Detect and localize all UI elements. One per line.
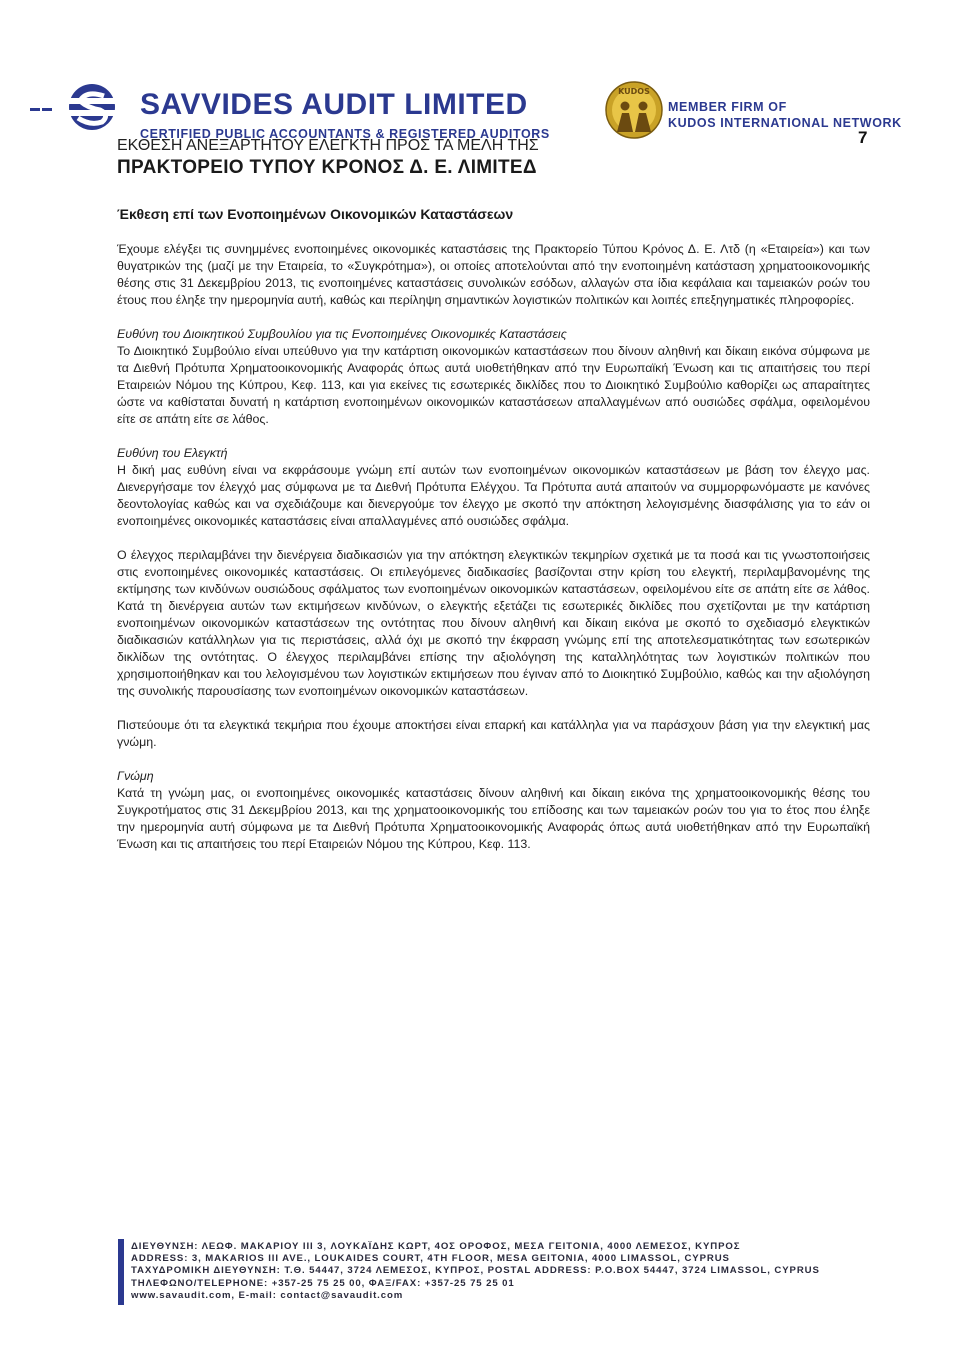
page-number: 7	[858, 128, 868, 147]
footer-accent-bar	[118, 1239, 124, 1305]
audit-procedures-paragraph: Ο έλεγχος περιλαμβάνει την διενέργεια διαδικασιών για την απόκτηση ελεγκτικών τεκμηρίων σχετικά με τα ποσά και τις γνωστοποιήσεις στις ενοποιημένες οικονομικές καταστάσεις. Οι επιλεγόμενες διαδικασίες βασίζονται στην κρίση του ελεγκτή, περιλαμβανομένης της εκτίμησης των κινδύνων ουσιώδους σφάλματος των ενοποιημένων οικονομικών καταστάσεων, οφειλομένου είτε σε απάτη είτε σε λάθος. Κατά τη διενέργεια αυτών των εκτιμήσεων κινδύνων, ο ελεγκτής εξετάζει τις εσωτερικές δικλίδες που σχετίζονται με την κατάρτιση ενοποιημένων οικονομικών καταστάσεων της οντότητας που δίνουν αληθινή και δίκαιη εικόνα με σκοπό το σχεδιασμό ελεγκτικών διαδικασιών κατάλληλων για τις περιστάσεις, αλλά όχι με σκοπό την έκφραση γνώμης επί της αποτελεσματικότητας των εσωτερικών δικλίδων της οντότητας. Ο έλεγχος περιλαμβάνει επίσης την αξιολόγηση της καταλληλότητας των λογιστικών πολιτικών που χρησιμοποιήθηκαν και του λελογισμένου των λογιστικών εκτιμήσεων που έγιναν από το Διοικητικό Συμβούλιο, καθώς και την αξιολόγηση της συνολικής παρουσίασης των ενοποιημένων οικονομικών καταστάσεων.	[117, 548, 870, 698]
opinion-heading: Γνώμη	[117, 769, 154, 783]
auditor-responsibility-section	[117, 445, 870, 530]
footer-postal-address: ΤΑΧΥΔΡΟΜΙΚΗ ΔΙΕΥΘΥΝΣΗ: Τ.Θ. 54447, 3724 ΛΕΜΕΣΟΣ, ΚΥΠΡΟΣ, POSTAL ADDRESS: P.O.BOX 54447, 3724 LIMASSOL, CYPRUS	[131, 1265, 820, 1277]
report-body	[117, 206, 870, 870]
brand-tagline: CERTIFIED PUBLIC ACCOUNTANTS & REGISTERED AUDITORS	[140, 127, 550, 141]
savvides-logo-icon	[30, 82, 130, 132]
footer-contact	[131, 1241, 820, 1302]
opinion-section	[117, 768, 870, 853]
footer-phone-fax: ΤΗΛΕΦΩΝΟ/TELEPHONE: +357-25 75 25 00, ΦΑΞ/FAX: +357-25 75 25 01	[131, 1277, 515, 1289]
auditor-responsibility-text: Η δική μας ευθύνη είναι να εκφράσουμε γνώμη επί αυτών των ενοποιημένων οικονομικών καταστάσεων με βάση τον έλεγχο μας. Διενεργήσαμε τον έλεγχό μας σύμφωνα με τα Διεθνή Πρότυπα Ελέγχου. Τα Πρότυπα αυτά απαιτούν να συμμορφωνόμαστε με κανόνες δεοντολογίας καθώς και να σχεδιάζουμε και διενεργούμε τον έλεγχο με σκοπό την απόκτηση λελογισμένης διασφάλισης για το εάν οι ενοποιημένες οικονομικές καταστάσεις είναι απαλλαγμένες από ουσιώδες σφάλμα.	[117, 463, 870, 528]
board-responsibility-text: Το Διοικητικό Συμβούλιο είναι υπεύθυνο για την κατάρτιση οικονομικών καταστάσεων που δίνουν αληθινή και δίκαιη εικόνα σύμφωνα με τα Διεθνή Πρότυπα Χρηματοοικονομικής Αναφοράς όπως αυτά υιοθετήθηκαν από την Ευρωπαϊκή Ένωση και τις απαιτήσεις του περί Εταιρειών Νόμου της Κύπρου, Κεφ. 113, και για εκείνες τις εσωτερικές δικλίδες που το Διοικητικό Συμβούλιο καθορίζει ως απαραίτητες ώστε να καθίσταται δυνατή η κατάρτιση ενοποιημένων οικονομικών καταστάσεων απαλλαγμένων από ουσιώδες σφάλμα, οφειλομένου είτε σε απάτη είτε σε λάθος.	[117, 344, 870, 426]
report-title: Έκθεση επί των Ενοποιημένων Οικονομικών Καταστάσεων	[117, 206, 514, 222]
brand-name: SAVVIDES AUDIT LIMITED	[140, 88, 528, 121]
audit-evidence-paragraph: Πιστεύουμε ότι τα ελεγκτικά τεκμήρια που έχουμε αποκτήσει είναι επαρκή και κατάλληλα για να παράσχουν βάση για την ελεγκτική μας γνώμη.	[117, 718, 870, 749]
auditor-responsibility-heading: Ευθύνη του Ελεγκτή	[117, 446, 228, 460]
intro-paragraph: Έχουμε ελέγξει τις συνημμένες ενοποιημένες οικονομικές καταστάσεις της Πρακτορείο Τύπου Κρόνος Δ. Ε. Λτδ (η «Εταιρεία») και των θυγατρικών της (μαζί με την Εταιρεία, το «Συγκρότημα»), οι οποίες αποτελούνται από την ενοποιημένη κατάσταση χρηματοοικονομικής θέσης στις 31 Δεκεμβρίου 2013, τις ενοποιημένες καταστάσεις συνολικών εσόδων, αλλαγών στα ίδια κεφάλαια και ταμειακών ροών του έτους που έληξε την ημερομηνία αυτή, καθώς και περίληψη σημαντικών λογιστικών πολιτικών και λοιπές επεξηγηματικές πληροφορίες.	[117, 242, 870, 307]
kudos-network-line: KUDOS INTERNATIONAL NETWORK	[668, 116, 902, 130]
footer-address-greek: ΔΙΕΥΘΥΝΣΗ: ΛΕΩΦ. ΜΑΚΑΡΙΟΥ III 3, ΛΟΥΚΑΪΔΗΣ ΚΩΡΤ, 4ΟΣ ΟΡΟΦΟΣ, ΜΕΣΑ ΓΕΙΤΟΝΙΑ, 4000 ΛΕΜΕΣΟΣ, ΚΥΠΡΟΣ	[131, 1241, 741, 1252]
kudos-logo-icon	[603, 80, 665, 140]
company-name: ΠΡΑΚΤΟΡΕΙΟ ΤΥΠΟΥ ΚΡΟΝΟΣ Δ. Ε. ΛΙΜΙΤΕΔ	[117, 157, 537, 178]
opinion-text: Κατά τη γνώμη μας, οι ενοποιημένες οικονομικές καταστάσεις δίνουν αληθινή και δίκαιη εικόνα της χρηματοοικονομικής θέσης του Συγκροτήματος στις 31 Δεκεμβρίου 2013, και της χρηματοοικονομικής του επίδοσης και των ταμειακών ροών του για το έτος που έληξε την ημερομηνία αυτή σύμφωνα με τα Διεθνή Πρότυπα Χρηματοοικονομικής Αναφοράς όπως αυτά υιοθετήθηκαν από την Ευρωπαϊκή Ένωση και τις απαιτήσεις του περί Εταιρειών Νόμου της Κύπρου, Κεφ. 113.	[117, 786, 870, 851]
footer-address-english: ADDRESS: 3, MAKARIOS III AVE., LOUKAIDES COURT, 4TH FLOOR, MESA GEITONIA, 4000 LIMASSOL, CYPRUS	[131, 1253, 730, 1265]
member-firm-line: MEMBER FIRM OF	[668, 100, 787, 114]
report-heading: ΕΚΘΕΣΗ ΑΝΕΞΑΡΤΗΤΟΥ ΕΛΕΓΚΤΗ ΠΡΟΣ ΤΑ ΜΕΛΗ ΤΗΣ	[117, 137, 539, 154]
footer-web-email: www.savaudit.com, E-mail: contact@savaudit.com	[131, 1289, 404, 1301]
board-responsibility-heading: Ευθύνη του Διοικητικού Συμβουλίου για τις Ενοποιημένες Οικονομικές Καταστάσεις	[117, 327, 567, 341]
board-responsibility-section	[117, 326, 870, 428]
kudos-badge-text: KUDOS	[618, 87, 650, 96]
